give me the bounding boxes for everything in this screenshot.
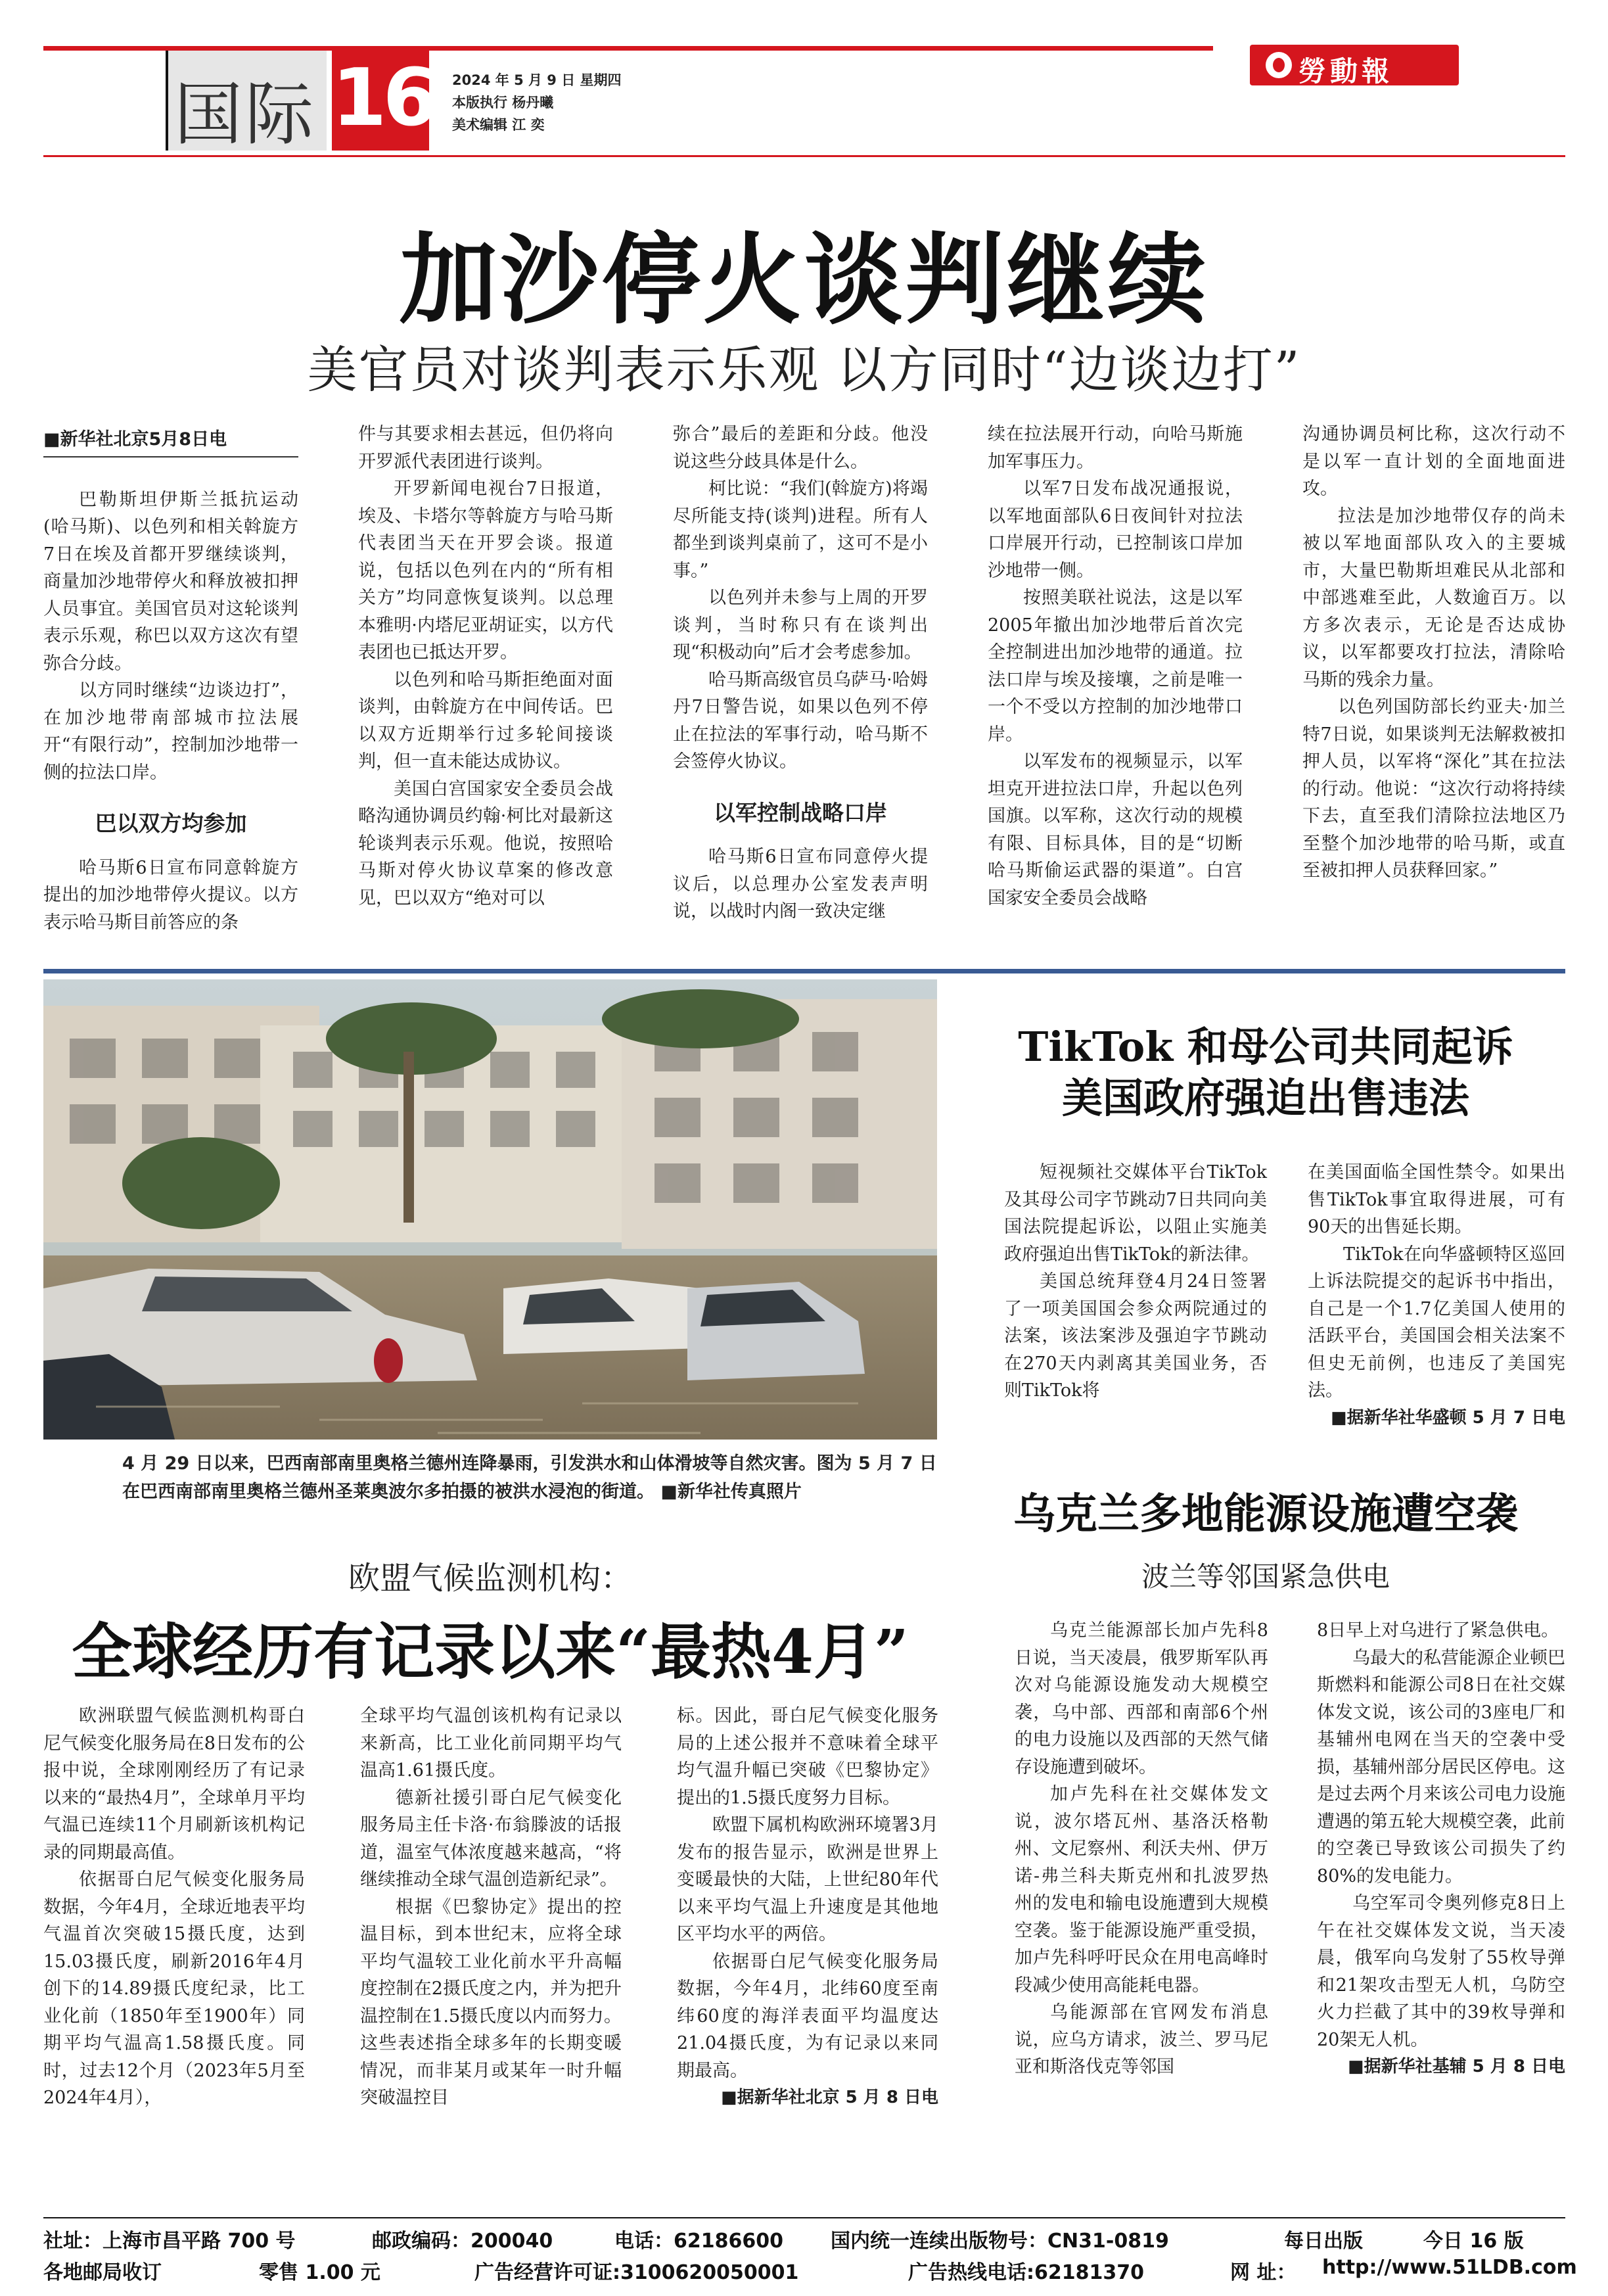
tiktok-paragraph: 美国总统拜登4月24日签署了一项美国国会参众两院通过的法案，该法案涉及强迫字节跳动在270天内剥离其美国业务，否则TikTok将: [1004, 1271, 1267, 1401]
logo-text: 勞動報: [1298, 55, 1394, 87]
climate-paragraph: 德新社援引哥白尼气候变化服务局主任卡洛·布翁滕波的话报道，温室气体浓度越来越高，“将继续推动全球气温创造新纪录”。: [360, 1787, 622, 1890]
tiktok-column-1: [1004, 1159, 1267, 1405]
footer-subscribe: 各地邮局收订: [43, 2261, 162, 2284]
footer-postcode: 邮政编码：200040: [372, 2230, 553, 2253]
footer-pages: 今日 16 版: [1423, 2230, 1524, 2253]
footer-rule: [43, 2217, 1565, 2218]
climate-column-3: [677, 1702, 938, 2112]
climate-paragraph: 全球平均气温创该机构有记录以来新高，比工业化前同期平均气温高1.61摄氏度。: [360, 1706, 622, 1781]
climate-paragraph: 标。因此，哥白尼气候变化服务局的上述公报并不意味着全球平均气温升幅已突破《巴黎协定》提出的1.5摄氏度努力目标。: [677, 1706, 938, 1808]
section-divider: [43, 969, 1565, 973]
footer-cn-number: 国内统一连续出版物号：CN31-0819: [831, 2230, 1169, 2253]
lead-subhead-2: 以军控制战略口岸: [714, 799, 887, 826]
lead-paragraph: 以军7日发布战况通报说，以军地面部队6日夜间针对拉法口岸展开行动，已控制该口岸加沙地带一侧。: [988, 479, 1243, 581]
ukraine-column-1: [1015, 1617, 1268, 2081]
footer-address: 社址：上海市昌平路 700 号: [43, 2230, 296, 2253]
page-editor: 本版执行 杨丹曦: [452, 95, 554, 110]
lead-column-3: [673, 421, 928, 925]
lead-paragraph: 拉法是加沙地带仅存的尚未被以军地面部队攻入的主要城市，大量巴勒斯坦难民从北部和中部逃难至此，人数逾百万。以方多次表示，无论是否达成协议，以军都要攻打拉法，清除哈马斯的残余力量。: [1302, 505, 1565, 690]
ukraine-headline: 乌克兰多地能源设施遭空袭: [1013, 1489, 1518, 1539]
climate-paragraph: 依据哥白尼气候变化服务局数据，今年4月，全球近地表平均气温首次突破15摄氏度，达到15.03摄氏度，刷新2016年4月创下的14.89摄氏度纪录，比工业化前（1850年至1900年）同期平均气温高1.58摄氏度。同时，过去12个月（2023年5月至2024年4月），: [43, 1869, 305, 2108]
climate-column-1: [43, 1702, 305, 2112]
ukraine-credit: ■据新华社基辅 5 月 8 日电: [1348, 2057, 1565, 2076]
climate-paragraph: 根据《巴黎协定》提出的控温目标，到本世纪末，应将全球平均气温较工业化前水平升高幅度控制在2摄氏度之内，并为把升温控制在1.5摄氏度以内而努力。这些表述指全球多年的长期变暖情况，而非某月或某年一时升幅突破温控目: [360, 1896, 622, 2108]
footer-frequency: 每日出版: [1284, 2230, 1363, 2253]
climate-paragraph: 依据哥白尼气候变化服务局数据，今年4月，北纬60度至南纬60度的海洋表面平均温度达21.04摄氏度，为有记录以来同期最高。: [677, 1951, 938, 2081]
footer-website-label: 网 址：: [1230, 2261, 1297, 2284]
lead-paragraph: 哈马斯6日宣布同意停火提议后，以总理办公室发表声明说，以战时内阁一致决定继: [673, 847, 928, 922]
ukraine-paragraph: 加卢先科在社交媒体发文说，波尔塔瓦州、基洛沃格勒州、文尼察州、利沃夫州、伊万诺-弗兰科夫斯克州和扎波罗热州的发电和输电设施遭到大规模空袭。鉴于能源设施严重受损，加卢先科呼吁民众在用电高峰时段减少使用高能耗电器。: [1015, 1784, 1268, 1996]
lead-paragraph: 件与其要求相去甚远，但仍将向开罗派代表团进行谈判。: [358, 424, 613, 472]
lead-paragraph: 巴勒斯坦伊斯兰抵抗运动(哈马斯)、以色列和相关斡旋方7日在埃及首都开罗继续谈判，商量加沙地带停火和释放被扣押人员事宜。美国官员对这轮谈判表示乐观，称巴以双方这次有望弥合分歧。: [43, 489, 298, 674]
climate-paragraph: 欧洲联盟气候监测机构哥白尼气候变化服务局在8日发布的公报中说，全球刚刚经历了有记录以来的“最热4月”，全球单月平均气温已连续11个月刷新该机构记录的同期最高值。: [43, 1706, 305, 1863]
art-editor: 美术编辑 江 奕: [452, 117, 545, 133]
ukraine-column-2: [1317, 1617, 1565, 2081]
lead-paragraph: 以方同时继续“边谈边打”，在加沙地带南部城市拉法展开“有限行动”，控制加沙地带一侧的拉法口岸。: [43, 680, 298, 783]
flood-photo: [43, 979, 937, 1440]
lead-paragraph: 以色列国防部长约亚夫·加兰特7日说，如果谈判无法解救被扣押人员，以军将“深化”其在拉法的行动。他说：“这次行动将持续下去，直至我们清除拉法地区乃至整个加沙地带的哈马斯，或直至被扣押人员获释回家。”: [1302, 697, 1565, 881]
ukraine-paragraph: 8日早上对乌进行了紧急供电。: [1317, 1620, 1559, 1641]
lead-paragraph: 美国白宫国家安全委员会战略沟通协调员约翰·柯比对最新这轮谈判表示乐观。他说，按照哈马斯对停火协议草案的修改意见，巴以双方“绝对可以: [358, 778, 613, 908]
lead-paragraph: 以色列并未参与上周的开罗谈判，当时称只有在谈判出现“积极动向”后才会考虑参加。: [673, 588, 928, 663]
lead-paragraph: 沟通协调员柯比称，这次行动不是以军一直计划的全面地面进攻。: [1302, 424, 1565, 499]
lead-column-4: [988, 421, 1243, 912]
lead-paragraph: 柯比说：“我们(斡旋方)将竭尽所能支持(谈判)进程。所有人都坐到谈判桌前了，这可不是小事。”: [673, 479, 928, 581]
tiktok-headline-line-1: TikTok 和母公司共同起诉: [1018, 1023, 1513, 1071]
tiktok-paragraph: TikTok在向华盛顿特区巡回上诉法院提交的起诉书中指出，自己是一个1.7亿美国人使用的活跃平台，美国国会相关法案不但史无前例，也违反了美国宪法。: [1308, 1244, 1565, 1401]
ukraine-paragraph: 乌空军司令奥列修克8日上午在社交媒体发文说，当天凌晨，俄军向乌发射了55枚导弹和21架攻击型无人机，乌防空火力拦截了其中的39枚导弹和20架无人机。: [1317, 1893, 1565, 2050]
lead-column-5: [1302, 421, 1565, 885]
lead-paragraph: 以军发布的视频显示，以军坦克开进拉法口岸，升起以色列国旗。以军称，这次行动的规模有限、目标具体，目的是“切断哈马斯偷运武器的渠道”。白宫国家安全委员会战略: [988, 751, 1243, 908]
tiktok-headline-line-2: 美国政府强迫出售违法: [1061, 1074, 1469, 1122]
climate-paragraph: 欧盟下属机构欧洲环境署3月发布的报告显示，欧洲是世界上变暖最快的大陆，上世纪80年代以来平均气温上升速度是其他地区平均水平的两倍。: [677, 1815, 938, 1944]
header-bottom-rule: [43, 155, 1565, 157]
tiktok-paragraph: 在美国面临全国性禁令。如果出售TikTok事宜取得进展，可有90天的出售延长期。: [1308, 1162, 1565, 1237]
lead-subheadline: 美官员对谈判表示乐观 以方同时“边谈边打”: [307, 340, 1301, 399]
section-name: 国际: [174, 74, 317, 154]
lead-subhead-1: 巴以双方均参加: [95, 810, 247, 836]
climate-kicker: 欧盟气候监测机构：: [348, 1560, 632, 1597]
lead-paragraph: 以色列和哈马斯拒绝面对面谈判，由斡旋方在中间传话。巴以双方近期举行过多轮间接谈判，但一直未能达成协议。: [358, 669, 613, 772]
ukraine-paragraph: 乌最大的私营能源企业顿巴斯燃料和能源公司8日在社交媒体发文说，该公司的3座电厂和基辅州电网在当天的空袭中受损，基辅州部分居民区停电。这是过去两个月来该公司电力设施遭遇的第五轮大规模空袭，此前的空袭已导致该公司损失了约80%的发电能力。: [1317, 1647, 1565, 1886]
ukraine-paragraph: 乌能源部在官网发布消息说，应乌方请求，波兰、罗马尼亚和斯洛伐克等邻国: [1015, 2002, 1268, 2077]
lead-paragraph: 哈马斯6日宣布同意斡旋方提出的加沙地带停火提议。以方表示哈马斯目前答应的条: [43, 857, 298, 933]
footer-website[interactable]: http://www.51LDB.com: [1322, 2256, 1577, 2279]
lead-paragraph: 按照美联社说法，这是以军2005年撤出加沙地带后首次完全控制进出加沙地带的通道。拉法口岸与埃及接壤，之前是唯一一个不受以方控制的加沙地带口岸。: [988, 588, 1243, 745]
climate-headline: 全球经历有记录以来“最热4月”: [72, 1616, 909, 1687]
lead-paragraph: 弥合”最后的差距和分歧。他没说这些分歧具体是什么。: [673, 424, 928, 472]
logo-mark-icon: [1266, 52, 1292, 78]
page-number: 16: [332, 53, 434, 144]
ukraine-paragraph: 乌克兰能源部长加卢先科8日说，当天凌晨，俄罗斯军队再次对乌能源设施发动大规模空袭，乌中部、西部和南部6个州的电力设施以及西部的天然气储存设施遭到破坏。: [1015, 1620, 1268, 1777]
footer-phone: 电话：62186600: [614, 2230, 783, 2253]
footer-ad-license: 广告经营许可证:3100620050001: [474, 2261, 799, 2284]
issue-date: 2024 年 5 月 9 日 星期四: [452, 72, 622, 88]
header-top-rule: [43, 46, 1213, 51]
tiktok-column-2: [1308, 1159, 1565, 1432]
lead-paragraph: 哈马斯高级官员乌萨马·哈姆丹7日警告说，如果以色列不停止在拉法的军事行动，哈马斯不会签停火协议。: [673, 669, 928, 772]
lead-paragraph: 续在拉法展开行动，向哈马斯施加军事压力。: [988, 424, 1243, 472]
tiktok-credit: ■据新华社华盛顿 5 月 7 日电: [1331, 1407, 1565, 1428]
climate-credit: ■据新华社北京 5 月 8 日电: [721, 2088, 938, 2107]
tiktok-paragraph: 短视频社交媒体平台TikTok及其母公司字节跳动7日共同向美国法院提起诉讼，以阻止实施美政府强迫出售TikTok的新法律。: [1004, 1162, 1267, 1265]
lead-column-2: [358, 421, 613, 912]
footer-ad-hotline: 广告热线电话:62181370: [908, 2261, 1144, 2284]
climate-column-2: [360, 1702, 622, 2112]
footer-price: 零售 1.00 元: [259, 2261, 380, 2284]
photo-caption: 4 月 29 日以来，巴西南部南里奥格兰德州连降暴雨，引发洪水和山体滑坡等自然灾害。图为 5 月 7 日在巴西南部南里奥格兰德州圣莱奥波尔多拍摄的被洪水浸泡的街道。 ■新华社传真照片: [122, 1453, 937, 1502]
lead-dateline: ■新华社北京5月8日电: [43, 426, 298, 457]
lead-paragraph: 开罗新闻电视台7日报道，埃及、卡塔尔等斡旋方与哈马斯代表团当天在开罗会谈。报道说，包括以色列在内的“所有相关方”均同意恢复谈判。以总理本雅明·内塔尼亚胡证实，以方代表团也已抵达开罗。: [358, 479, 613, 663]
lead-column-1: [43, 426, 298, 936]
ukraine-subheadline: 波兰等邻国紧急供电: [1141, 1560, 1390, 1593]
lead-headline: 加沙停火谈判继续: [399, 222, 1209, 338]
